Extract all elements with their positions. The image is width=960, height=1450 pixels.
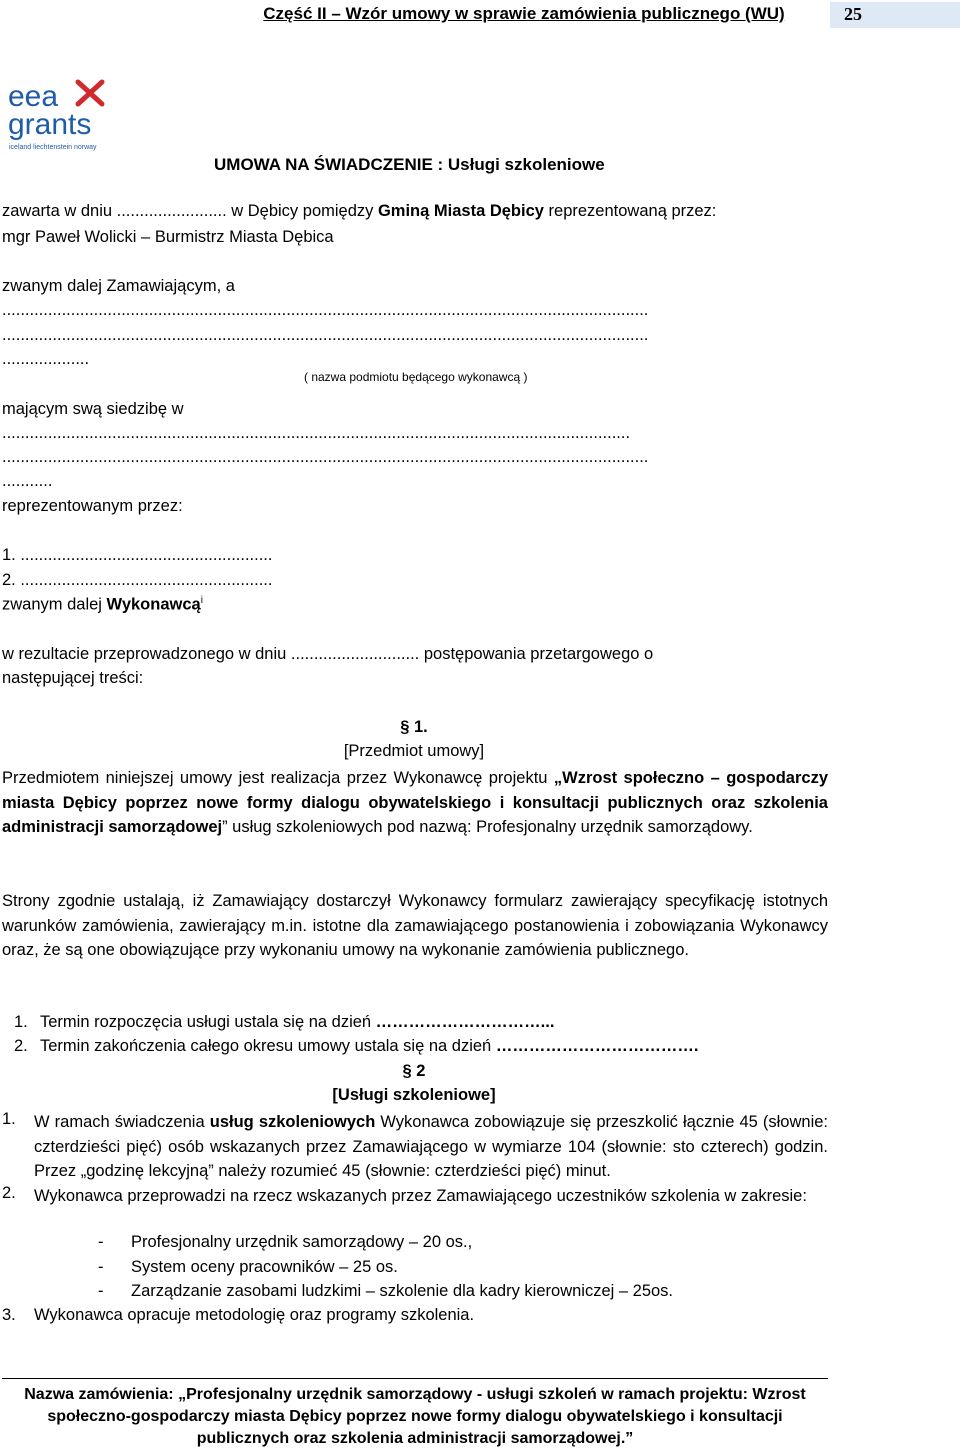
running-header-title: Część II – Wzór umowy w sprawie zamówienia publicznego (WU) — [263, 4, 785, 23]
section-2-item-1 — [34, 1110, 828, 1184]
term-start-text: Termin rozpoczęcia usługi ustala się na dzień — [40, 1013, 376, 1031]
intro-line-1 — [2, 202, 716, 221]
term-end — [14, 1037, 698, 1056]
page-number: 25 — [844, 4, 862, 24]
p1-text-c: ” usług szkoleniowych pod nazwą: Profesjonalny urzędnik samorządowy. — [222, 818, 753, 836]
zwanym-end: , a — [216, 277, 235, 295]
eea-grants-logo-graphic — [6, 74, 110, 154]
training-item — [98, 1258, 673, 1283]
wykonawca-line — [2, 595, 203, 615]
ordering-party-name: Gminą Miasta Dębicy — [377, 202, 544, 220]
document-title: UMOWA NA ŚWIADCZENIE : Usługi szkoleniowe — [214, 155, 605, 174]
training-item — [98, 1233, 673, 1258]
section-2-item-3: Wykonawca opracuje metodologię oraz programy szkolenia. — [34, 1306, 475, 1324]
eea-grants-logo — [6, 74, 110, 159]
footer-divider — [2, 1378, 828, 1379]
logo-line1: eea — [8, 80, 59, 113]
s1-text-c: Wykonawca zobowiązuje się przeszkolić łącznie 45 (słownie: czterdzieści pięć) osób wskazanych przez Zamawiającego w wymiarze 104 (słownie: sto czterech) godzin. Przez „godzinę lekcyjną” należy rozumieć 45 (słownie: czterdzieści pięć) minut. — [34, 1113, 828, 1180]
training-item-label: Profesjonalny urzędnik samorządowy – 20 os., — [131, 1233, 473, 1251]
representative-2: 2. ....................................................... — [2, 571, 273, 589]
intro-text-end: reprezentowaną przez: — [543, 202, 717, 220]
s1-text-b: usług szkoleniowych — [209, 1113, 376, 1131]
term-end-dots: ………………………………. — [495, 1037, 699, 1055]
rezultat-line-1: w rezultacie przeprowadzonego w dniu ............................ postępowania przetargowego o — [2, 645, 654, 663]
rezultat-line-2: następującej treści: — [2, 669, 144, 687]
dots-line-6: ........... — [2, 472, 53, 490]
dots-line-1: ............................................................................................................................................. — [2, 301, 649, 319]
representation-label: reprezentowanym przez: — [2, 497, 183, 515]
section-2-item-1-number: 1. — [2, 1110, 16, 1128]
term-start-dots: …………………………... — [375, 1013, 555, 1031]
intro-line-2: mgr Paweł Wolicki – Burmistrz Miasta Dębica — [2, 228, 334, 246]
section-1-paragraph-1 — [2, 766, 828, 840]
footnote-marker: i — [200, 595, 203, 606]
p1-text-a: Przedmiotem niniejszej umowy jest realizacja przez Wykonawcę projektu — [2, 769, 554, 787]
section-1-number — [0, 718, 828, 737]
section-1-title: [Przedmiot umowy] — [343, 742, 485, 760]
section-2-item-2: Wykonawca przeprowadzi na rzecz wskazanych przez Zamawiającego uczestników szkolenia w zakresie: — [34, 1187, 807, 1205]
zamawiajacy-line — [2, 277, 235, 296]
section-2-item-2-number: 2. — [2, 1184, 16, 1202]
logo-line2: grants — [8, 108, 92, 141]
section-1-number-text: § 1. — [400, 718, 428, 736]
dash-bullet: - — [98, 1282, 104, 1300]
term-end-number: 2. — [14, 1037, 28, 1055]
dash-bullet: - — [98, 1233, 104, 1251]
section-2-title: [Usługi szkoleniowe] — [332, 1086, 496, 1104]
section-2-number: § 2 — [402, 1062, 426, 1080]
representative-1: 1. ....................................................... — [2, 546, 273, 564]
wykonawca-label: Wykonawcą — [106, 595, 201, 614]
training-item-label: Zarządzanie zasobami ludzkimi – szkolenie dla kadry kierowniczej – 25os. — [131, 1282, 674, 1300]
zwanym-text: zwanym dalej — [2, 277, 107, 295]
dots-line-4: ......................................................................................................................................... — [2, 424, 631, 442]
training-item-label: System oceny pracowników – 25 os. — [131, 1257, 398, 1276]
dots-line-2: ............................................................................................................................................. — [2, 326, 649, 344]
siedziba-label: mającym swą siedzibę w — [2, 400, 184, 418]
dash-bullet: - — [98, 1257, 104, 1276]
dots-line-3: ................... — [2, 350, 90, 368]
footer-text: Nazwa zamówienia: „Profesjonalny urzędnik samorządowy - usługi szkoleń w ramach projektu: Wzrost społeczno-gospodarczy miasta Dębicy poprzez nowe formy dialogu obywatelskiego i konsultacji publicznych oraz szkolenia administracji samorządowej.” — [24, 1386, 806, 1447]
dots-line-5: ............................................................................................................................................. — [2, 448, 649, 466]
zamawiajacy-label: Zamawiającym — [106, 277, 217, 295]
project-name: „Wzrost społeczno – gospodarczy miasta Dębicy poprzez nowe formy dialogu obywatelskiego i konsultacji publicznych oraz szkolenia administracji samorządowej — [2, 769, 828, 836]
section-2-item-3-number: 3. — [2, 1306, 16, 1324]
term-end-text: Termin zakończenia całego okresu umowy ustala się na dzień — [40, 1037, 496, 1055]
zwanym-text-2: zwanym dalej — [2, 595, 107, 614]
training-item — [98, 1282, 673, 1307]
section-1-paragraph-2: Strony zgodnie ustalają, iż Zamawiający dostarczył Wykonawcy formularz zawierający specyfikację istotnych warunków zamówienia, zawierający m.in. istotne dla zamawiającego postanowienia i zobowiązania Wykonawcy oraz, że są one obowiązujące przy wykonaniu umowy na wykonanie zamówienia publicznego. — [2, 892, 828, 959]
term-start-number: 1. — [14, 1013, 28, 1031]
intro-text: zawarta w dniu ........................ w Dębicy pomiędzy — [2, 202, 378, 220]
training-list — [98, 1233, 673, 1307]
contractor-caption: ( nazwa podmiotu będącego wykonawcą ) — [304, 370, 528, 384]
s1-text-a: W ramach świadczenia — [34, 1113, 210, 1131]
term-start — [14, 1013, 554, 1032]
logo-line3: iceland liechtenstein norway — [9, 144, 97, 151]
